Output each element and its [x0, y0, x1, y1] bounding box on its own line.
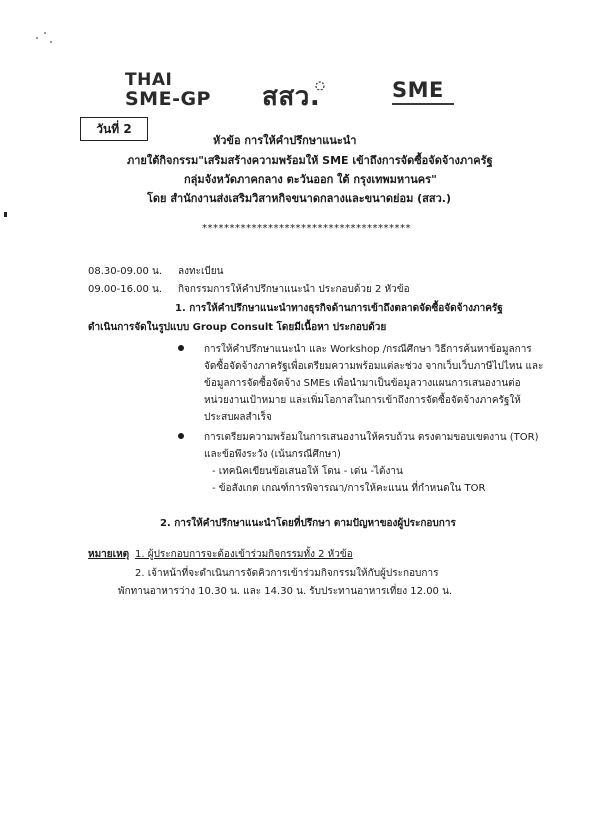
scan-mark [4, 212, 7, 217]
note-2-line-1: 2. เจ้าหน้าที่จะดำเนินการจัดคิวการเข้าร่วมกิจกรรมให้กับผู้ประกอบการ [135, 568, 439, 579]
osmep-logo-text: สสว. [262, 82, 321, 112]
schedule-text-2: กิจกรรมการให้คำปรึกษาแนะนำ ประกอบด้วย 2 หัวข้อ [178, 284, 410, 295]
note-1: 1. ผู้ประกอบการจะต้องเข้าร่วมกิจกรรมทั้ง 2 หัวข้อ [135, 549, 353, 560]
thai-sme-gp-logo-line2: SME-GP [125, 88, 211, 110]
bullet1-line-4: หน่วยงานเป้าหมาย และเพิ่มโอกาสในการเข้าถึงการจัดซื้อจัดจ้างภาครัฐให้ [204, 395, 521, 406]
osmep-logo-mark-icon [314, 80, 326, 92]
bullet1-line-5: ประสบผลสำเร็จ [204, 412, 272, 423]
notes-label: หมายเหตุ [88, 549, 130, 560]
bullet1-line-2: จัดซื้อจัดจ้างภาครัฐเพื่อเตรียมความพร้อมแต่ละช่วง จากเว็บเว็บภาษีไปไหน และ [204, 361, 544, 372]
day-label-box: วันที่ 2 [80, 117, 148, 141]
scan-speck [50, 41, 52, 43]
schedule-time-2: 09.00-16.00 น. [88, 284, 163, 295]
thai-sme-gp-logo-line1: THAI [125, 70, 173, 90]
sub-item-2: - ข้อสังเกต เกณฑ์การพิจารณา/การให้คะแนน ที่กำหนดใน TOR [212, 483, 486, 494]
scan-speck [36, 37, 38, 39]
topic-title: หัวข้อ การให้คำปรึกษาแนะนำ [213, 134, 357, 147]
sub-item-1: - เทคนิคเขียนข้อเสนอให้ โดน - เด่น -ได้งาน [212, 466, 403, 477]
bullet-icon [178, 345, 184, 351]
section2-title: 2. การให้คำปรึกษาแนะนำโดยที่ปรึกษา ตามปัญหาของผู้ประกอบการ [160, 518, 456, 529]
scan-speck [44, 32, 46, 34]
bullet2-line-2: และข้อพึงระวัง (เน้นกรณีศึกษา) [204, 449, 341, 460]
osmep-logo [262, 76, 320, 117]
sme-logo [392, 78, 454, 105]
section1-title: 1. การให้คำปรึกษาแนะนำทางธุรกิจด้านการเข้าถึงตลาดจัดซื้อจัดจ้างภาครัฐ [175, 303, 503, 314]
organizer-line: โดย สำนักงานส่งเสริมวิสาหกิจขนาดกลางและขนาดย่อม (สสว.) [147, 192, 451, 205]
schedule-time-1: 08.30-09.00 น. [88, 266, 163, 277]
bullet2-line-1: การเตรียมความพร้อมในการเสนองานให้ครบถ้วน ตรงตามขอบเขตงาน (TOR) [204, 432, 539, 443]
section1-intro: ดำเนินการจัดในรูปแบบ Group Consult โดยมีเนื้อหา ประกอบด้วย [88, 322, 387, 333]
sme-logo-text: SME [392, 78, 444, 102]
thai-sme-gp-logo [125, 72, 211, 109]
sme-logo-underline [392, 103, 454, 105]
bullet1-line-3: ข้อมูลการจัดซื้อจัดจ้าง SMEs เพื่อนำมาเป็นข้อมูลวางแผนการเสนองานต่อ [204, 378, 521, 389]
activity-title: ภายใต้กิจกรรม"เสริมสร้างความพร้อมให้ SME เข้าถึงการจัดซื้อจัดจ้างภาครัฐ [127, 154, 493, 167]
bullet-icon [178, 433, 184, 439]
bullet1-line-1: การให้คำปรึกษาแนะนำ และ Workshop /กรณีศึกษา วิธีการค้นหาข้อมูลการ [204, 344, 532, 355]
note-2-line-2: พักทานอาหารว่าง 10.30 น. และ 14.30 น. รับประทานอาหารเที่ยง 12.00 น. [118, 586, 453, 597]
separator-line: ************************************** [202, 223, 411, 234]
schedule-text-1: ลงทะเบียน [178, 266, 224, 277]
region-title: กลุ่มจังหวัดภาคกลาง ตะวันออก ใต้ กรุงเทพมหานคร" [184, 173, 437, 186]
